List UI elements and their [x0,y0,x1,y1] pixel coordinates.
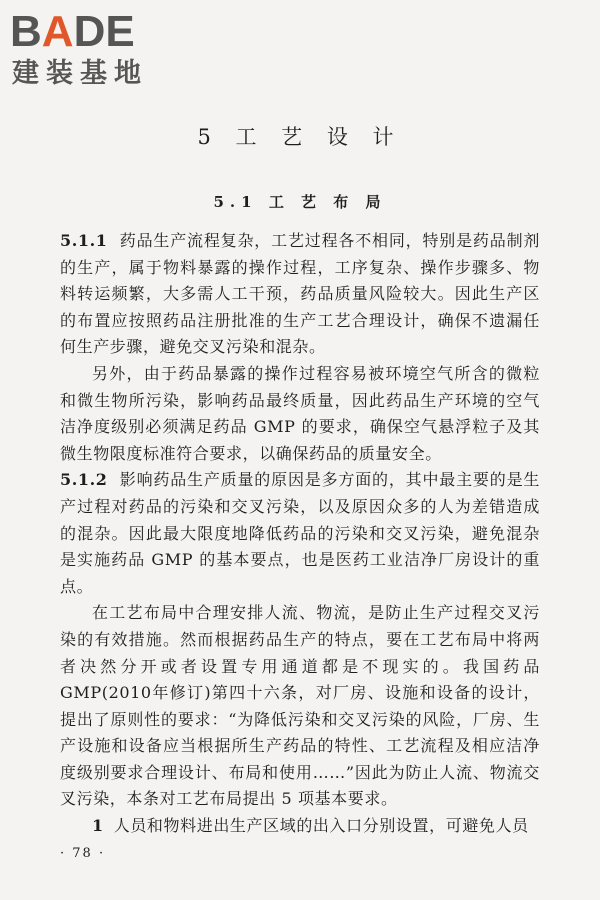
clause-number: 5.1.1 [60,231,108,250]
clause-text: 药品生产流程复杂，工艺过程各不相同，特别是药品制剂的生产，属于物料暴露的操作过程，工序复杂、操作步骤多、物料转运频繁，大多需人工干预，药品质量风险较大。因此生产区的布置应按照药品注册批准的生产工艺合理设计，确保不遗漏任何生产步骤，避免交叉污染和混杂。 [60,231,540,357]
clause-text: 影响药品生产质量的原因是多方面的，其中最主要的是生产过程对药品的污染和交叉污染，以及原因众多的人为差错造成的混杂。因此最大限度地降低药品的污染和交叉污染，避免混杂是实施药品 GMP 的基本要点，也是医药工业洁净厂房设计的重点。 [60,470,540,596]
clause-5-1-1 [60,228,540,361]
clause-5-1-2 [60,467,540,600]
list-item [60,813,540,840]
logo-subtitle: 建装基地 [12,58,148,89]
paragraph: 在工艺布局中合理安排人流、物流，是防止生产过程交叉污染的有效措施。然而根据药品生产的特点，要在工艺布局中将两者决然分开或者设置专用通道都是不现实的。我国药品 GMP(2010年修订)第四十六条，对厂房、设施和设备的设计，提出了原则性的要求：“为降低污染和交叉污染的风险，厂房、生产设施和设备应当根据所生产药品的特性、工艺流程及相应洁净度级别要求合理设计、布局和使用……”因此为防止人流、物流交叉污染，本条对工艺布局提出 5 项基本要求。 [60,603,540,809]
paragraph: 另外，由于药品暴露的操作过程容易被环境空气所含的微粒和微生物所污染，影响药品最终质量，因此药品生产环境的空气洁净度级别必须满足药品 GMP 的要求，确保空气悬浮粒子及其微生物限度标准符合要求，以确保药品的质量安全。 [60,363,540,463]
section-title: 5.1 工 艺 布 局 [213,193,387,211]
clause-number: 5.1.2 [60,470,108,490]
item-text: 人员和物料进出生产区域的出入口分别设置，可避免人员 [113,816,529,836]
body-text [60,228,540,840]
item-number: 1 [92,816,104,836]
bade-logo [10,6,180,96]
logo-wordmark: BADE [10,7,135,56]
page-number: · 78 · [60,846,106,861]
chapter-title: 5 工 艺 设 计 [197,125,403,149]
